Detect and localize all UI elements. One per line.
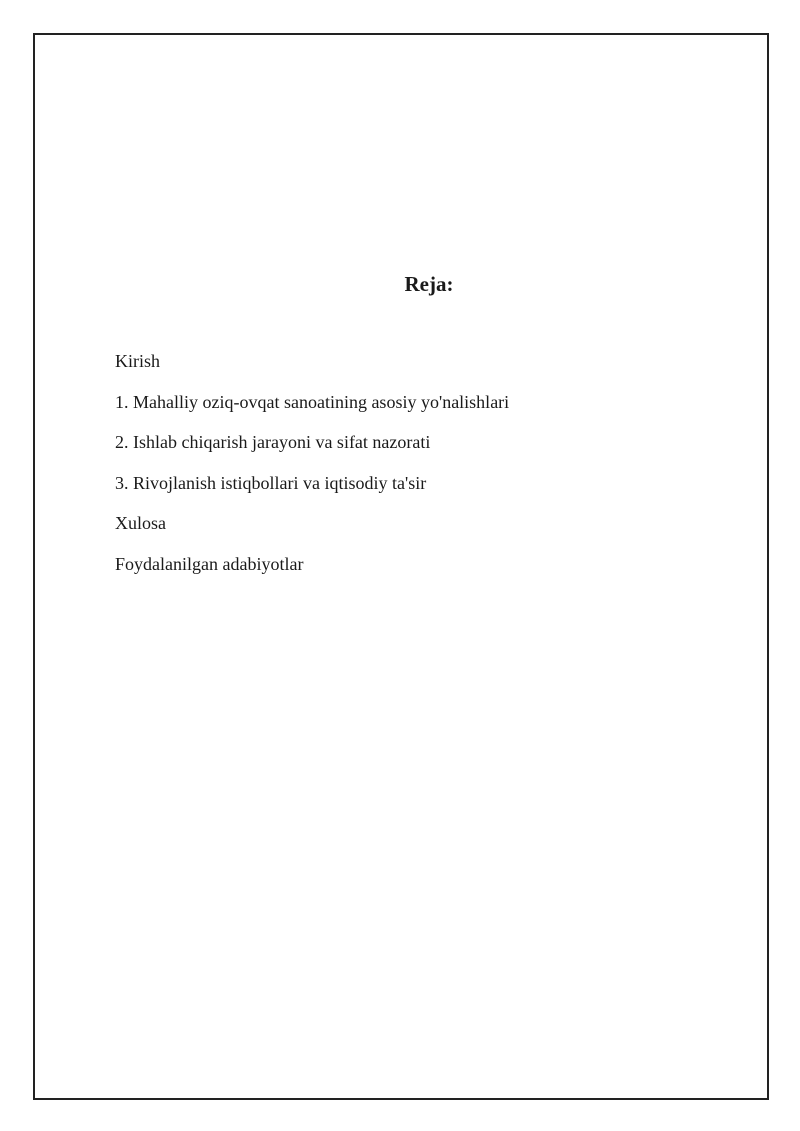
toc-item-references: Foydalanilgan adabiyotlar [115, 553, 304, 574]
table-of-contents [115, 349, 509, 592]
toc-item-conclusion: Xulosa [115, 513, 166, 533]
toc-item-section-1: 1. Mahalliy oziq-ovqat sanoatining asosiy yo'nalishlari [115, 391, 510, 412]
plan-title: Reja: [404, 272, 454, 296]
toc-item-section-2: 2. Ishlab chiqarish jarayoni va sifat nazorati [115, 432, 431, 452]
toc-item-section-3: 3. Rivojlanish istiqbollari va iqtisodiy ta'sir [115, 472, 427, 493]
toc-item-introduction: Kirish [115, 351, 160, 371]
